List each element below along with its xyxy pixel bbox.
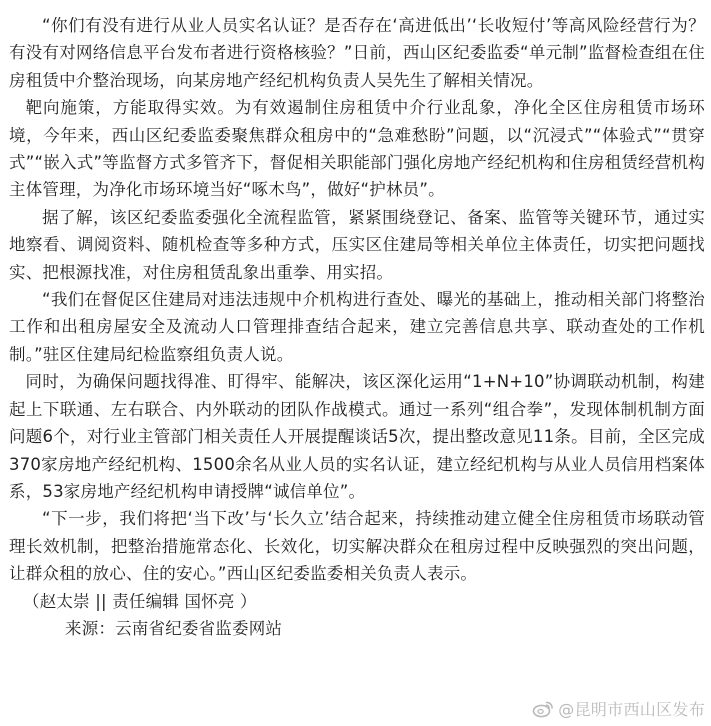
article-paragraph-3: 据了解，该区纪委监委强化全流程监管，紧紧围绕登记、备案、监管等关键环节，通过实地察看、调阅资料、随机检查等多种方式，压实区住建局等相关单位主体责任，切实把问题找实、把根源找准，对住房租赁乱象出重拳、用实招。 bbox=[9, 207, 705, 282]
weibo-watermark bbox=[532, 697, 705, 720]
weibo-icon bbox=[532, 700, 554, 718]
article-paragraph-5: 同时，为确保问题找得准、盯得牢、能解决，该区深化运用“1+N+10”协调联动机制，构建起上下联通、左右联合、内外联动的团队作战模式。通过一系列“组合拳”，发现体制机制方面问题6个，对行业主管部门相关责任人开展提醒谈话5次，提出整改意见11条。目前，全区完成370家房地产经纪机构、1500余名从业人员的实名认证，建立经纪机构与从业人员信用档案体系，53家房地产经纪机构申请授牌“诚信单位”。 bbox=[9, 372, 705, 501]
author-credit: （赵太崇 || 责任编辑 国怀亮 ） bbox=[23, 591, 257, 611]
watermark-text: @昆明市西山区发布 bbox=[558, 700, 705, 719]
article-paragraph-2: 靶向施策，方能取得实效。为有效遏制住房租赁中介行业乱象，净化全区住房租赁市场环境，今年来，西山区纪委监委聚焦群众租房中的“急难愁盼”问题，以“沉浸式”“体验式”“贯穿式”“嵌入式”等监督方式多管齐下，督促相关职能部门强化房地产经纪机构和住房租赁经营机构主体管理，为净化市场环境当好“啄木鸟”，做好“护林员”。 bbox=[9, 98, 705, 200]
article-body bbox=[9, 12, 705, 642]
article-paragraph-1: “你们有没有进行从业人员实名认证？是否存在‘高进低出’‘长收短付’等高风险经营行为？有没有对网络信息平台发布者进行资格核验？”日前，西山区纪委监委“单元制”监督检查组在住房租赁中介整治现场，向某房地产经纪机构负责人吴先生了解相关情况。 bbox=[9, 16, 705, 90]
article-paragraph-6: “下一步，我们将把‘当下改’与‘长久立’结合起来，持续推动建立健全住房租赁市场联动管理长效机制，把整治措施常态化、长效化，切实解决群众在租房过程中反映强烈的突出问题，让群众租的放心、住的安心。”西山区纪委监委相关负责人表示。 bbox=[9, 509, 705, 584]
article-source: 来源：云南省纪委省监委网站 bbox=[65, 618, 283, 638]
article-paragraph-4: “我们在督促区住建局对违法违规中介机构进行查处、曝光的基础上，推动相关部门将整治工作和出租房屋安全及流动人口管理排查结合起来，建立完善信息共享、联动查处的工作机制。”驻区住建局纪检监察组负责人说。 bbox=[9, 290, 705, 364]
